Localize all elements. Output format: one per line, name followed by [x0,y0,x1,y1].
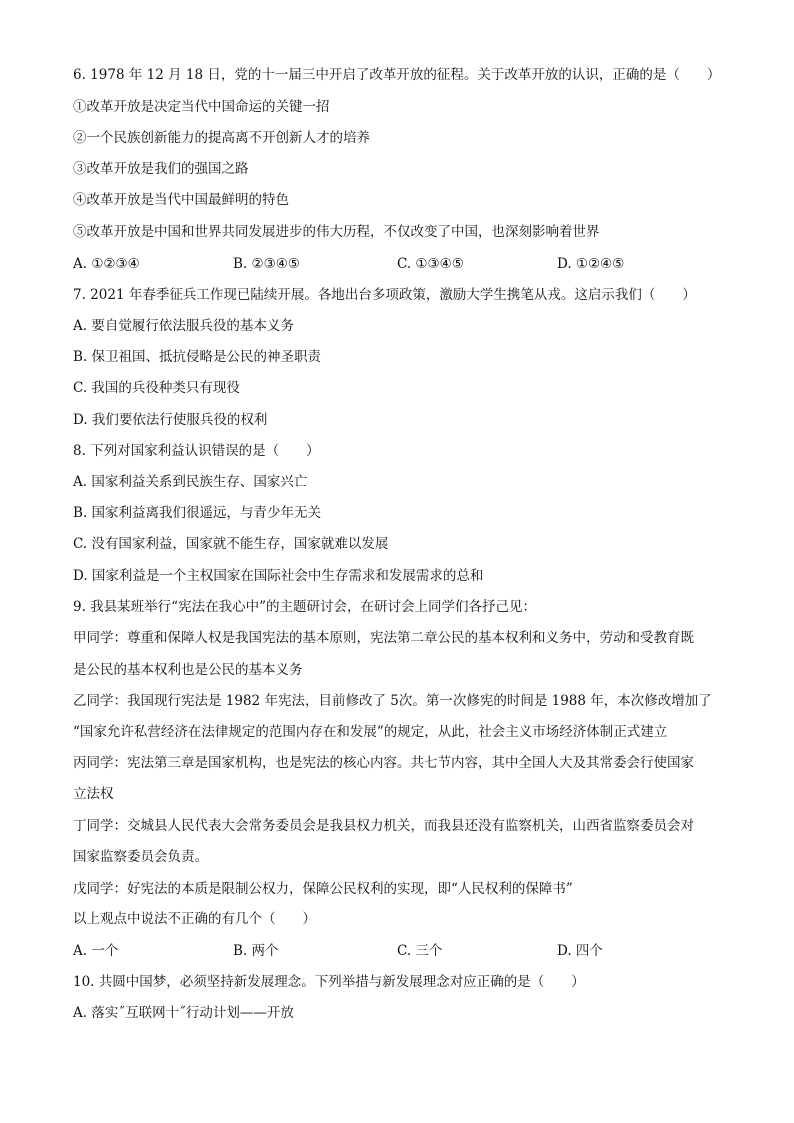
q7-option-d: D. 我们要依法行使服兵役的权利 [73,412,268,428]
q8-option-c: C. 没有国家利益，国家就不能生存，国家就难以发展 [73,536,389,552]
q6-option-b: B. ②③④⑤ [233,256,300,272]
q7-option-b: B. 保卫祖国、抵抗侵略是公民的神圣职责 [73,349,322,365]
q8-stem: 8. 下列对国家利益认识错误的是（ ） [73,443,320,459]
q6-option-a: A. ①②③④ [73,256,140,272]
q9-line-8: 国家监察委员会负责。 [73,849,208,865]
q9-line-7: 丁同学：交城县人民代表大会常务委员会是我县权力机关，而我县还没有监察机关，山西省监察委员会对 [73,818,694,834]
q7-option-c: C. 我国的兵役种类只有现役 [73,380,240,396]
q6-statement-3: ③改革开放是我们的强国之路 [73,161,249,177]
q6-statement-4: ④改革开放是当代中国最鲜明的特色 [73,192,289,208]
q10-stem: 10. 共圆中国梦，必须坚持新发展理念。下列举措与新发展理念对应正确的是（ ） [73,974,585,990]
q9-option-b: B. 两个 [233,943,279,959]
q9-line-1: 甲同学：尊重和保障人权是我国宪法的基本原则，宪法第二章公民的基本权利和义务中，劳动和受教育既 [73,630,694,646]
q9-stem: 9. 我县某班举行“宪法在我心中”的主题研讨会，在研讨会上同学们各抒己见： [73,599,536,615]
q9-line-4: “国家允许私营经济在法律规定的范围内存在和发展”的规定，从此，社会主义市场经济体制正式建立 [73,724,668,740]
q10-option-a: A. 落实˝互联网十˝行动计划——开放 [73,1005,294,1021]
q9-line-9: 戊同学：好宪法的本质是限制公权力，保障公民权利的实现，即“人民权利的保障书” [73,881,573,897]
q6-stem: 6. 1978 年 12 月 18 日，党的十一届三中开启了改革开放的征程。关于改革开放的认识，正确的是（ ） [73,67,721,83]
q7-stem: 7. 2021 年春季征兵工作现已陆续开展。各地出台多项政策，激励大学生携笔从戎。这启示我们（ ） [73,287,696,303]
q6-statement-2: ②一个民族创新能力的提高离不开创新人才的培养 [73,130,370,146]
q9-line-6: 立法权 [73,786,114,802]
q8-option-a: A. 国家利益关系到民族生存、国家兴亡 [73,474,308,490]
q9-option-a: A. 一个 [73,943,119,959]
q9-line-5: 丙同学：宪法第三章是国家机构，也是宪法的核心内容。共七节内容，其中全国人大及其常委会行使国家 [73,755,694,771]
q9-line-10: 以上观点中说法不正确的有几个（ ） [73,911,316,927]
q6-option-c: C. ①③④⑤ [397,256,464,272]
q6-statement-5: ⑤改革开放是中国和世界共同发展进步的伟大历程，不仅改变了中国，也深刻影响着世界 [73,224,600,240]
q7-option-a: A. 要自觉履行依法服兵役的基本义务 [73,318,294,334]
q8-option-b: B. 国家利益离我们很遥远，与青少年无关 [73,505,322,521]
q6-option-d: D. ①②④⑤ [557,256,625,272]
q9-option-c: C. 三个 [397,943,443,959]
q9-option-d: D. 四个 [557,943,603,959]
q9-line-3: 乙同学：我国现行宪法是 1982 年宪法，目前修改了 5次。第一次修宪的时间是 1988 年，本次修改增加了 [73,693,712,709]
q8-option-d: D. 国家利益是一个主权国家在国际社会中生存需求和发展需求的总和 [73,568,484,584]
q9-line-2: 是公民的基本权利也是公民的基本义务 [73,662,303,678]
q6-statement-1: ①改革开放是决定当代中国命运的关键一招 [73,99,330,115]
